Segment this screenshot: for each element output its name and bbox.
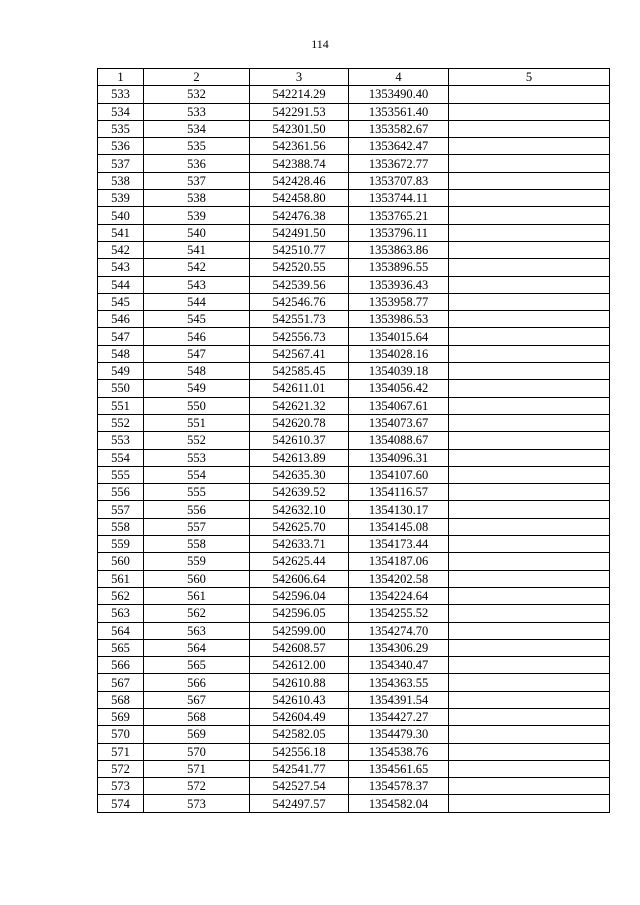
table-cell-col-5 <box>449 172 610 189</box>
table-cell-col-2: 560 <box>144 570 250 587</box>
table-cell-col-4: 1354479.30 <box>349 726 449 743</box>
table-cell-col-5 <box>449 570 610 587</box>
table-cell-col-5 <box>449 380 610 397</box>
table-row <box>98 276 610 293</box>
table-cell-col-2: 562 <box>144 605 250 622</box>
table-cell-col-5 <box>449 120 610 137</box>
column-header-3: 3 <box>250 69 349 86</box>
table-cell-col-3: 542510.77 <box>250 241 349 258</box>
table-row <box>98 501 610 518</box>
table-row <box>98 778 610 795</box>
table-cell-col-4: 1353490.40 <box>349 86 449 103</box>
table-cell-col-5 <box>449 639 610 656</box>
table-row <box>98 103 610 120</box>
table-cell-col-5 <box>449 449 610 466</box>
table-row <box>98 241 610 258</box>
table-row <box>98 484 610 501</box>
table-cell-col-3: 542606.64 <box>250 570 349 587</box>
table-cell-col-3: 542610.88 <box>250 674 349 691</box>
table-cell-col-5 <box>449 432 610 449</box>
table-cell-col-3: 542497.57 <box>250 795 349 812</box>
table-cell-col-4: 1354561.65 <box>349 760 449 777</box>
table-cell-col-2: 541 <box>144 241 250 258</box>
table-cell-col-2: 571 <box>144 760 250 777</box>
table-cell-col-4: 1353672.77 <box>349 155 449 172</box>
table-row <box>98 311 610 328</box>
table-cell-col-3: 542458.80 <box>250 190 349 207</box>
table-cell-col-3: 542596.04 <box>250 587 349 604</box>
table-cell-col-5 <box>449 397 610 414</box>
table-cell-col-5 <box>449 518 610 535</box>
table-cell-col-1: 573 <box>98 778 144 795</box>
table-cell-col-3: 542608.57 <box>250 639 349 656</box>
table-cell-col-1: 574 <box>98 795 144 812</box>
table-cell-col-3: 542596.05 <box>250 605 349 622</box>
table-row <box>98 190 610 207</box>
table-cell-col-1: 572 <box>98 760 144 777</box>
table-cell-col-1: 566 <box>98 657 144 674</box>
table-cell-col-1: 571 <box>98 743 144 760</box>
table-cell-col-4: 1354538.76 <box>349 743 449 760</box>
table-cell-col-5 <box>449 86 610 103</box>
table-cell-col-1: 536 <box>98 138 144 155</box>
table-cell-col-3: 542556.18 <box>250 743 349 760</box>
table-cell-col-1: 534 <box>98 103 144 120</box>
table-cell-col-2: 554 <box>144 466 250 483</box>
table-row <box>98 726 610 743</box>
column-header-1: 1 <box>98 69 144 86</box>
table-cell-col-5 <box>449 778 610 795</box>
table-cell-col-2: 536 <box>144 155 250 172</box>
table-cell-col-3: 542635.30 <box>250 466 349 483</box>
table-row <box>98 605 610 622</box>
table-cell-col-2: 543 <box>144 276 250 293</box>
table-cell-col-5 <box>449 138 610 155</box>
table-cell-col-5 <box>449 760 610 777</box>
table-cell-col-3: 542541.77 <box>250 760 349 777</box>
table-row <box>98 172 610 189</box>
table-cell-col-2: 535 <box>144 138 250 155</box>
table-row <box>98 622 610 639</box>
table-row <box>98 363 610 380</box>
table-cell-col-3: 542291.53 <box>250 103 349 120</box>
table-cell-col-2: 551 <box>144 414 250 431</box>
table-cell-col-4: 1353958.77 <box>349 293 449 310</box>
table-cell-col-4: 1354067.61 <box>349 397 449 414</box>
table-cell-col-2: 559 <box>144 553 250 570</box>
table-cell-col-4: 1353765.21 <box>349 207 449 224</box>
table-cell-col-4: 1353707.83 <box>349 172 449 189</box>
table-cell-col-1: 538 <box>98 172 144 189</box>
table-cell-col-1: 565 <box>98 639 144 656</box>
table-cell-col-1: 535 <box>98 120 144 137</box>
table-cell-col-3: 542546.76 <box>250 293 349 310</box>
table-cell-col-4: 1354015.64 <box>349 328 449 345</box>
table-cell-col-3: 542527.54 <box>250 778 349 795</box>
table-row <box>98 224 610 241</box>
table-row <box>98 155 610 172</box>
table-cell-col-1: 546 <box>98 311 144 328</box>
table-row <box>98 657 610 674</box>
table-cell-col-2: 567 <box>144 691 250 708</box>
table-row <box>98 293 610 310</box>
table-row <box>98 760 610 777</box>
table-cell-col-1: 563 <box>98 605 144 622</box>
table-header-row <box>98 69 610 86</box>
table-cell-col-5 <box>449 276 610 293</box>
table-cell-col-1: 550 <box>98 380 144 397</box>
table-row <box>98 380 610 397</box>
table-cell-col-4: 1354088.67 <box>349 432 449 449</box>
table-cell-col-4: 1353986.53 <box>349 311 449 328</box>
table-cell-col-5 <box>449 155 610 172</box>
table-row <box>98 328 610 345</box>
table-cell-col-1: 559 <box>98 536 144 553</box>
table-cell-col-2: 572 <box>144 778 250 795</box>
table-row <box>98 708 610 725</box>
table-cell-col-4: 1354202.58 <box>349 570 449 587</box>
table-cell-col-3: 542611.01 <box>250 380 349 397</box>
table-cell-col-2: 542 <box>144 259 250 276</box>
table-cell-col-4: 1354340.47 <box>349 657 449 674</box>
table-cell-col-1: 568 <box>98 691 144 708</box>
table-cell-col-2: 568 <box>144 708 250 725</box>
table-cell-col-5 <box>449 501 610 518</box>
table-cell-col-5 <box>449 743 610 760</box>
table-row <box>98 691 610 708</box>
table-row <box>98 587 610 604</box>
table-cell-col-4: 1353796.11 <box>349 224 449 241</box>
table-cell-col-1: 560 <box>98 553 144 570</box>
table-row <box>98 259 610 276</box>
table-cell-col-2: 566 <box>144 674 250 691</box>
table-cell-col-4: 1354145.08 <box>349 518 449 535</box>
table-row <box>98 207 610 224</box>
table-cell-col-3: 542582.05 <box>250 726 349 743</box>
table-cell-col-2: 532 <box>144 86 250 103</box>
table-cell-col-4: 1354116.57 <box>349 484 449 501</box>
table-cell-col-1: 556 <box>98 484 144 501</box>
table-cell-col-5 <box>449 363 610 380</box>
table-cell-col-1: 541 <box>98 224 144 241</box>
table-row <box>98 466 610 483</box>
table-body <box>98 86 610 812</box>
table-cell-col-3: 542388.74 <box>250 155 349 172</box>
table-cell-col-4: 1353642.47 <box>349 138 449 155</box>
table-cell-col-4: 1354039.18 <box>349 363 449 380</box>
table-cell-col-3: 542625.70 <box>250 518 349 535</box>
table-cell-col-1: 552 <box>98 414 144 431</box>
coordinates-table <box>97 68 610 813</box>
table-cell-col-3: 542476.38 <box>250 207 349 224</box>
table-cell-col-4: 1354056.42 <box>349 380 449 397</box>
table-cell-col-5 <box>449 587 610 604</box>
table-cell-col-1: 551 <box>98 397 144 414</box>
table-cell-col-1: 540 <box>98 207 144 224</box>
column-header-5: 5 <box>449 69 610 86</box>
table-cell-col-2: 540 <box>144 224 250 241</box>
table-cell-col-1: 570 <box>98 726 144 743</box>
table-cell-col-2: 553 <box>144 449 250 466</box>
table-cell-col-2: 539 <box>144 207 250 224</box>
table-cell-col-2: 558 <box>144 536 250 553</box>
table-cell-col-1: 544 <box>98 276 144 293</box>
table-cell-col-1: 553 <box>98 432 144 449</box>
table-cell-col-5 <box>449 190 610 207</box>
table-cell-col-2: 565 <box>144 657 250 674</box>
table-cell-col-5 <box>449 466 610 483</box>
table-cell-col-5 <box>449 207 610 224</box>
table-cell-col-2: 573 <box>144 795 250 812</box>
table-cell-col-2: 545 <box>144 311 250 328</box>
table-row <box>98 86 610 103</box>
table-cell-col-3: 542604.49 <box>250 708 349 725</box>
table-cell-col-4: 1353896.55 <box>349 259 449 276</box>
table-cell-col-5 <box>449 224 610 241</box>
table-cell-col-4: 1353582.67 <box>349 120 449 137</box>
table-cell-col-3: 542599.00 <box>250 622 349 639</box>
table-cell-col-1: 567 <box>98 674 144 691</box>
table-cell-col-2: 537 <box>144 172 250 189</box>
table-row <box>98 138 610 155</box>
table-cell-col-5 <box>449 311 610 328</box>
table-cell-col-4: 1354427.27 <box>349 708 449 725</box>
table-cell-col-2: 555 <box>144 484 250 501</box>
table-cell-col-1: 562 <box>98 587 144 604</box>
table-cell-col-3: 542491.50 <box>250 224 349 241</box>
table-cell-col-5 <box>449 674 610 691</box>
table-cell-col-3: 542551.73 <box>250 311 349 328</box>
table-cell-col-1: 533 <box>98 86 144 103</box>
table-cell-col-4: 1354107.60 <box>349 466 449 483</box>
table-row <box>98 674 610 691</box>
table-cell-col-2: 564 <box>144 639 250 656</box>
table-cell-col-5 <box>449 103 610 120</box>
table-cell-col-4: 1354224.64 <box>349 587 449 604</box>
table-row <box>98 120 610 137</box>
table-cell-col-5 <box>449 328 610 345</box>
table-cell-col-3: 542428.46 <box>250 172 349 189</box>
table-cell-col-3: 542556.73 <box>250 328 349 345</box>
table-row <box>98 795 610 812</box>
table-cell-col-2: 552 <box>144 432 250 449</box>
table-row <box>98 345 610 362</box>
table-cell-col-3: 542214.29 <box>250 86 349 103</box>
table-cell-col-4: 1354391.54 <box>349 691 449 708</box>
table-cell-col-3: 542539.56 <box>250 276 349 293</box>
table-cell-col-4: 1354363.55 <box>349 674 449 691</box>
table-cell-col-3: 542625.44 <box>250 553 349 570</box>
table-cell-col-1: 547 <box>98 328 144 345</box>
table-cell-col-2: 544 <box>144 293 250 310</box>
table-cell-col-2: 546 <box>144 328 250 345</box>
table-cell-col-3: 542361.56 <box>250 138 349 155</box>
table-cell-col-2: 557 <box>144 518 250 535</box>
table-cell-col-4: 1353561.40 <box>349 103 449 120</box>
table-cell-col-2: 549 <box>144 380 250 397</box>
table-cell-col-1: 543 <box>98 259 144 276</box>
table-cell-col-1: 564 <box>98 622 144 639</box>
table-cell-col-1: 557 <box>98 501 144 518</box>
table-cell-col-2: 563 <box>144 622 250 639</box>
table-cell-col-5 <box>449 726 610 743</box>
table-cell-col-5 <box>449 536 610 553</box>
table-cell-col-1: 539 <box>98 190 144 207</box>
table-cell-col-4: 1353863.86 <box>349 241 449 258</box>
table-cell-col-2: 533 <box>144 103 250 120</box>
table-cell-col-5 <box>449 553 610 570</box>
table-cell-col-4: 1354187.06 <box>349 553 449 570</box>
table-cell-col-4: 1354274.70 <box>349 622 449 639</box>
table-cell-col-1: 542 <box>98 241 144 258</box>
table-cell-col-3: 542633.71 <box>250 536 349 553</box>
table-row <box>98 639 610 656</box>
table-cell-col-3: 542610.43 <box>250 691 349 708</box>
table-cell-col-1: 561 <box>98 570 144 587</box>
table-cell-col-5 <box>449 241 610 258</box>
table-cell-col-4: 1354578.37 <box>349 778 449 795</box>
column-header-2: 2 <box>144 69 250 86</box>
table-cell-col-4: 1354306.29 <box>349 639 449 656</box>
table-cell-col-1: 569 <box>98 708 144 725</box>
table-cell-col-1: 537 <box>98 155 144 172</box>
table-cell-col-4: 1354582.04 <box>349 795 449 812</box>
table-cell-col-5 <box>449 657 610 674</box>
table-cell-col-3: 542585.45 <box>250 363 349 380</box>
table-row <box>98 536 610 553</box>
table-cell-col-5 <box>449 259 610 276</box>
table-cell-col-4: 1354028.16 <box>349 345 449 362</box>
table-cell-col-3: 542520.55 <box>250 259 349 276</box>
table-cell-col-2: 548 <box>144 363 250 380</box>
table-cell-col-2: 561 <box>144 587 250 604</box>
table-cell-col-5 <box>449 605 610 622</box>
table-cell-col-4: 1354173.44 <box>349 536 449 553</box>
table-row <box>98 743 610 760</box>
table-cell-col-5 <box>449 708 610 725</box>
table-cell-col-5 <box>449 622 610 639</box>
table-cell-col-1: 548 <box>98 345 144 362</box>
table-cell-col-3: 542610.37 <box>250 432 349 449</box>
table-cell-col-1: 549 <box>98 363 144 380</box>
table-cell-col-2: 547 <box>144 345 250 362</box>
table-cell-col-5 <box>449 691 610 708</box>
table-cell-col-3: 542639.52 <box>250 484 349 501</box>
table-row <box>98 414 610 431</box>
table-cell-col-4: 1354130.17 <box>349 501 449 518</box>
table-row <box>98 449 610 466</box>
table-cell-col-3: 542613.89 <box>250 449 349 466</box>
table-cell-col-5 <box>449 484 610 501</box>
column-header-4: 4 <box>349 69 449 86</box>
table-cell-col-4: 1354096.31 <box>349 449 449 466</box>
table-cell-col-3: 542301.50 <box>250 120 349 137</box>
table-cell-col-2: 538 <box>144 190 250 207</box>
table-cell-col-5 <box>449 414 610 431</box>
table-cell-col-1: 545 <box>98 293 144 310</box>
table-row <box>98 553 610 570</box>
table-cell-col-5 <box>449 795 610 812</box>
table-cell-col-4: 1353936.43 <box>349 276 449 293</box>
table-cell-col-3: 542632.10 <box>250 501 349 518</box>
table-cell-col-2: 570 <box>144 743 250 760</box>
table-row <box>98 397 610 414</box>
table-cell-col-2: 569 <box>144 726 250 743</box>
table-cell-col-3: 542612.00 <box>250 657 349 674</box>
table-cell-col-2: 556 <box>144 501 250 518</box>
table-cell-col-4: 1354255.52 <box>349 605 449 622</box>
table-cell-col-2: 550 <box>144 397 250 414</box>
table-cell-col-1: 558 <box>98 518 144 535</box>
table-row <box>98 518 610 535</box>
table-cell-col-2: 534 <box>144 120 250 137</box>
table-cell-col-1: 555 <box>98 466 144 483</box>
table-cell-col-3: 542567.41 <box>250 345 349 362</box>
table-row <box>98 570 610 587</box>
table-cell-col-3: 542620.78 <box>250 414 349 431</box>
table-row <box>98 432 610 449</box>
table-cell-col-5 <box>449 345 610 362</box>
table-cell-col-1: 554 <box>98 449 144 466</box>
table-cell-col-3: 542621.32 <box>250 397 349 414</box>
page-number: 114 <box>311 37 329 51</box>
table-cell-col-4: 1354073.67 <box>349 414 449 431</box>
table-cell-col-5 <box>449 293 610 310</box>
table-cell-col-4: 1353744.11 <box>349 190 449 207</box>
